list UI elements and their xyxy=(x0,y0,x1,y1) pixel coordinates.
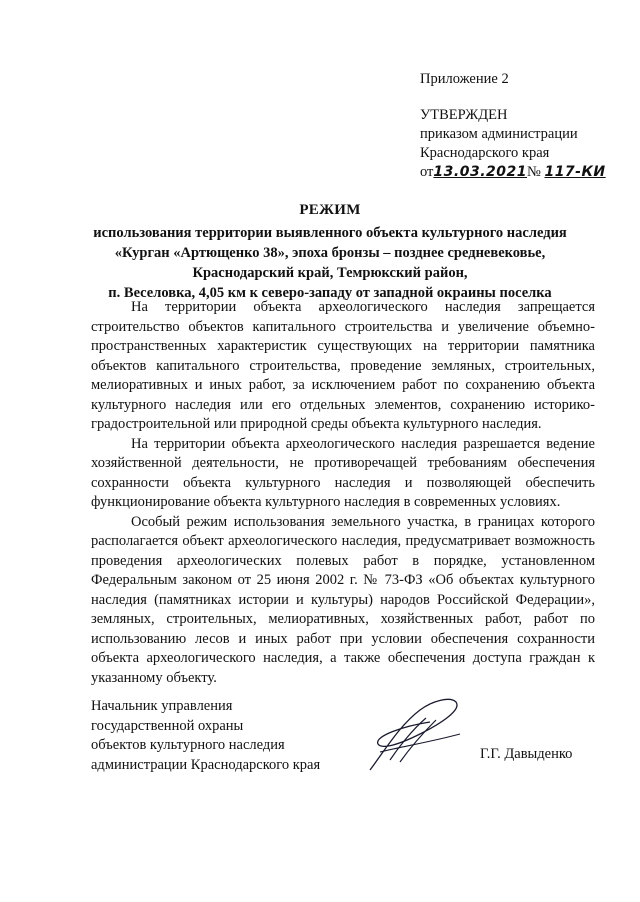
handwritten-date: 13.03.2021 xyxy=(433,164,527,180)
approval-date-line xyxy=(420,163,630,182)
paragraph-1: На территории объекта археологического наследия запрещается строительство объектов капитального строительства и увеличение объемно-пространственных характеристик существующих на территории памятника объектов капитального строительства, проведение земляных, строительных, мелиоративных и иных работ, за исключением работ по сохранению объекта культурного наследия или его отдельных элементов, сохранению историко-градостроительной или природной среды объекта культурного наследия. xyxy=(91,299,595,432)
title-line-4: п. Веселовка, 4,05 км к северо-западу от западной окраины поселка xyxy=(108,285,552,301)
signer-line-1: Начальник управления xyxy=(91,698,233,714)
title-line-1: использования территории выявленного объекта культурного наследия xyxy=(93,225,567,241)
signer-line-3: объектов культурного наследия xyxy=(91,737,285,753)
approval-line-2: Краснодарского края xyxy=(420,145,550,161)
spacer xyxy=(420,89,630,106)
document-body xyxy=(91,298,595,688)
number-sign: № xyxy=(526,164,541,180)
paragraph-3: Особый режим использования земельного участка, в границах которого располагается объект археологического наследия, предусматривает возможность проведения археологических полевых работ в порядке, установленном Федеральным законом от 25 июня 2002 г. № 73-ФЗ «Об объектах культурного наследия (памятниках истории и культуры) народов Российской Федерации», земляных, строительных, мелиоративных, хозяйственных работ, работ по использованию лесов и иных работ при условии обеспечения сохранности объекта археологического наследия, а также обеспечения доступа граждан к указанному объекту. xyxy=(91,513,595,686)
document-title xyxy=(80,200,580,303)
handwritten-number: 117-КИ xyxy=(544,164,606,180)
approval-line-1: приказом администрации xyxy=(420,126,578,142)
signer-block xyxy=(91,697,320,775)
signer-line-4: администрации Краснодарского края xyxy=(91,756,321,773)
title-heading: РЕЖИМ xyxy=(299,202,361,218)
handwritten-signature xyxy=(360,690,470,785)
title-line-2: «Курган «Артющенко 38», эпоха бронзы – позднее средневековье, xyxy=(114,245,546,261)
from-prefix: от xyxy=(420,164,434,180)
approval-block xyxy=(420,70,630,182)
title-line-3: Краснодарский край, Темрюкский район, xyxy=(192,265,468,281)
signer-line-2: государственной охраны xyxy=(91,717,244,734)
paragraph-2: На территории объекта археологического наследия разрешается ведение хозяйственной деятельности, не противоречащей требованиям обеспечения сохранности объекта культурного наследия и позволяющей обеспечить функционирование объекта культурного наследия в современных условиях. xyxy=(91,435,595,510)
approved-label: УТВЕРЖДЕН xyxy=(420,107,508,123)
signer-name: Г.Г. Давыденко xyxy=(480,746,573,762)
appendix-label: Приложение 2 xyxy=(420,71,509,87)
